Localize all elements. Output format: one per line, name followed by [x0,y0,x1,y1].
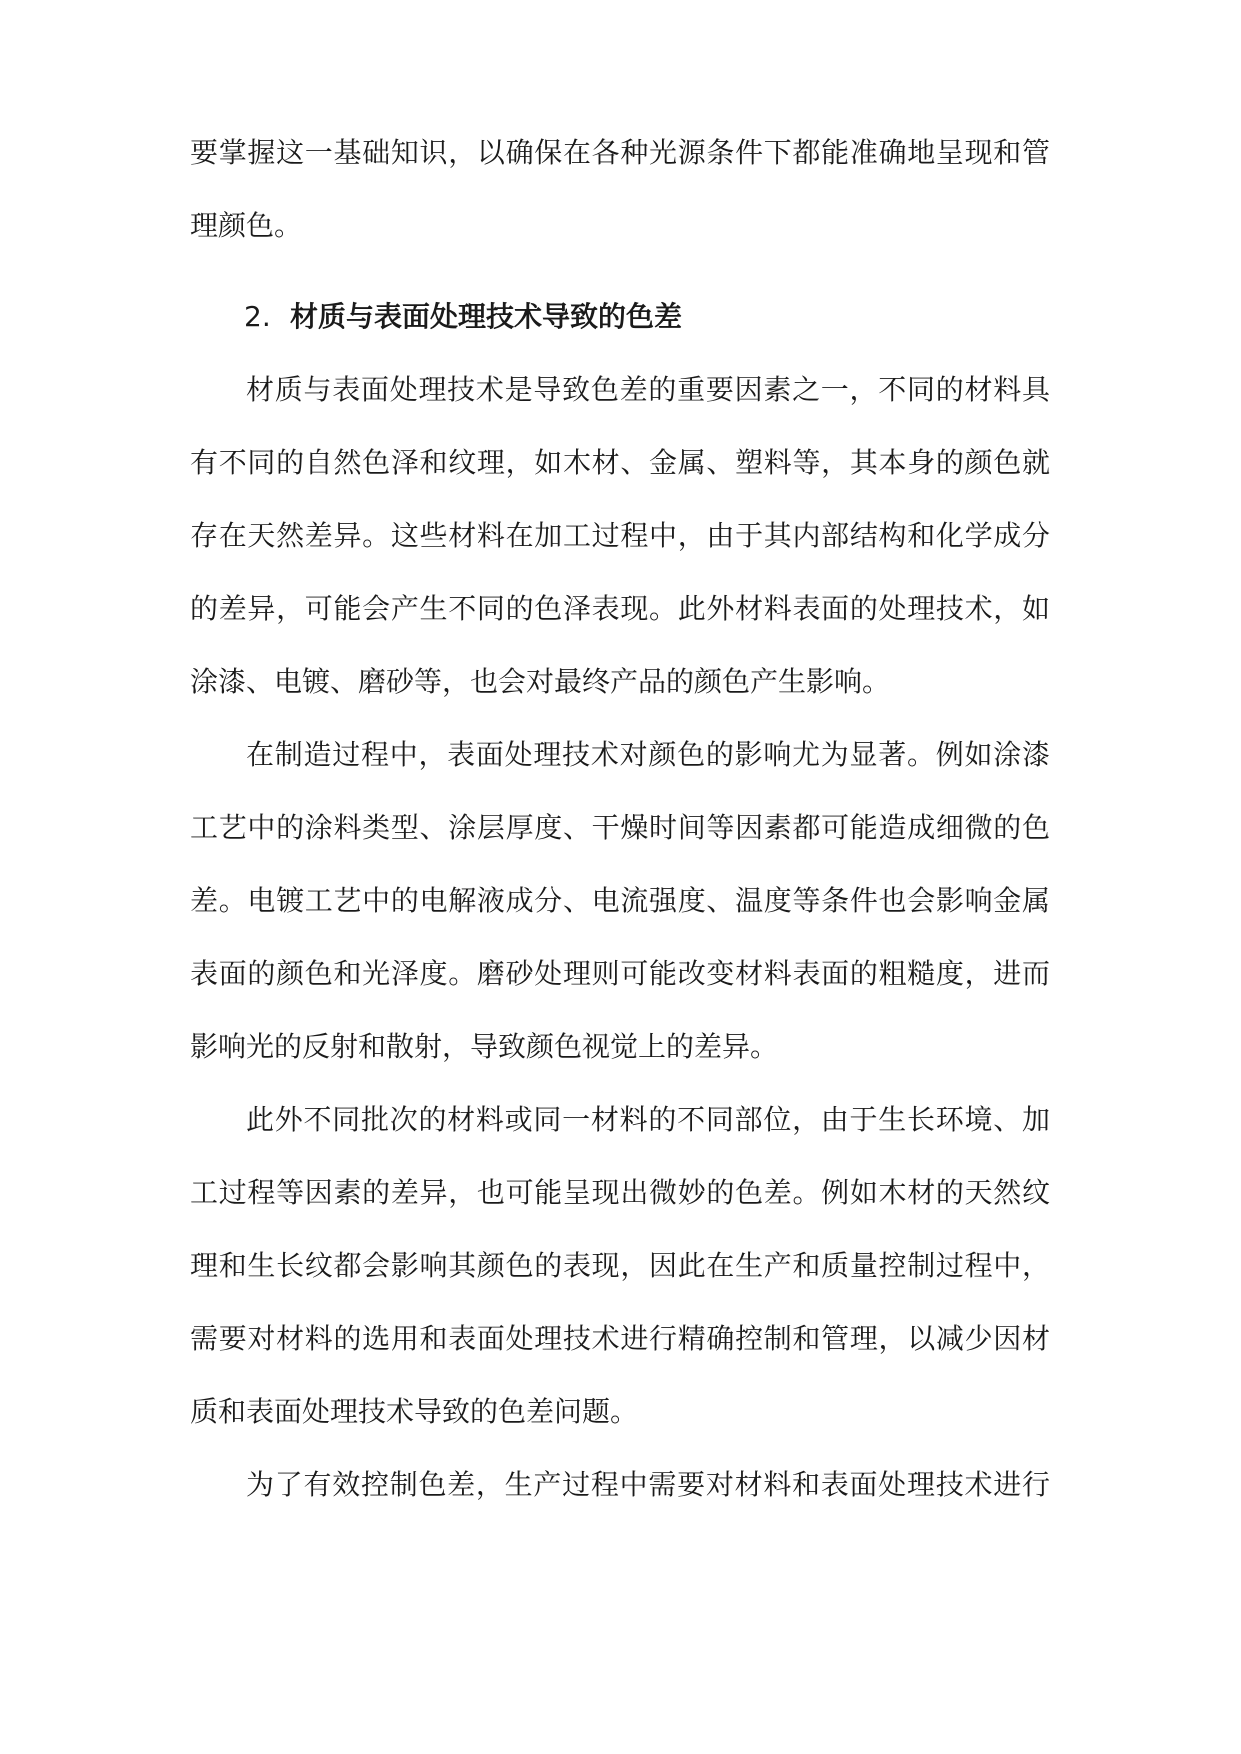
paragraph-3-line-1: 此外不同批次的材料或同一材料的不同部位，由于生长环境、加 [246,1103,1050,1136]
intro-line-1: 要掌握这一基础知识，以确保在各种光源条件下都能准确地呈现和管 [190,136,1050,169]
section-title: 材质与表面处理技术导致的色差 [290,300,683,333]
paragraph-1-line-3: 存在天然差异。这些材料在加工过程中，由于其内部结构和化学成分 [190,519,1050,552]
paragraph-3-line-2: 工过程等因素的差异，也可能呈现出微妙的色差。例如木材的天然纹 [190,1176,1050,1209]
paragraph-1-line-2: 有不同的自然色泽和纹理，如木材、金属、塑料等，其本身的颜色就 [190,446,1050,479]
paragraph-1-line-4: 的差异，可能会产生不同的色泽表现。此外材料表面的处理技术，如 [190,592,1050,625]
paragraph-2-line-2: 工艺中的涂料类型、涂层厚度、干燥时间等因素都可能造成细微的色 [190,811,1050,844]
paragraph-2-line-4: 表面的颜色和光泽度。磨砂处理则可能改变材料表面的粗糙度，进而 [190,957,1050,990]
section-number: 2. [244,300,271,333]
paragraph-1-line-1: 材质与表面处理技术是导致色差的重要因素之一，不同的材料具 [246,373,1050,406]
paragraph-3-line-5: 质和表面处理技术导致的色差问题。 [190,1395,639,1428]
section-heading [244,297,682,337]
paragraph-3-line-4: 需要对材料的选用和表面处理技术进行精确控制和管理，以减少因材 [190,1322,1050,1355]
intro-line-2: 理颜色。 [190,209,303,242]
paragraph-1-line-5: 涂漆、电镀、磨砂等，也会对最终产品的颜色产生影响。 [190,665,891,698]
paragraph-2-line-5: 影响光的反射和散射，导致颜色视觉上的差异。 [190,1030,779,1063]
paragraph-2-line-3: 差。电镀工艺中的电解液成分、电流强度、温度等条件也会影响金属 [190,884,1050,917]
paragraph-4-line-1: 为了有效控制色差，生产过程中需要对材料和表面处理技术进行 [246,1468,1050,1501]
paragraph-3-line-3: 理和生长纹都会影响其颜色的表现，因此在生产和质量控制过程中， [190,1249,1050,1282]
paragraph-2-line-1: 在制造过程中，表面处理技术对颜色的影响尤为显著。例如涂漆 [246,738,1050,771]
